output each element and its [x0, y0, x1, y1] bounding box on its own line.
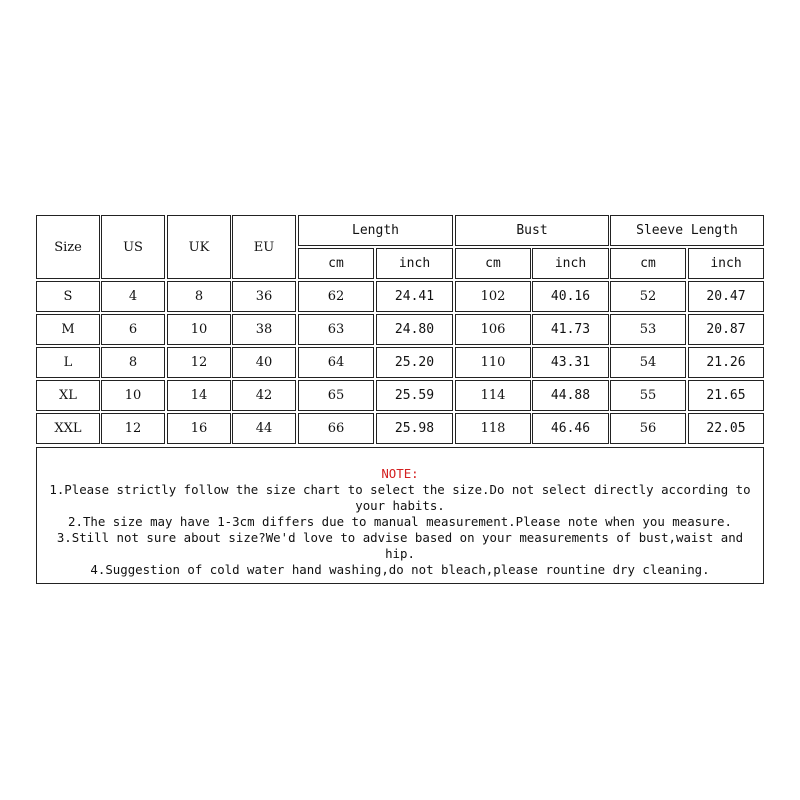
cell-m-length-inch: 24.80: [376, 314, 453, 345]
cell-xxl-size: XXL: [36, 413, 100, 444]
cell-m-bust-cm: 106: [455, 314, 531, 345]
cell-xxl-us: 12: [101, 413, 165, 444]
cell-s-us: 4: [101, 281, 165, 312]
cell-s-eu: 36: [232, 281, 296, 312]
cell-xxl-eu: 44: [232, 413, 296, 444]
cell-s-bust-cm: 102: [455, 281, 531, 312]
cell-l-size: L: [36, 347, 100, 378]
note-item-2: 2.The size may have 1-3cm differs due to manual measurement.Please note when you measure.: [68, 514, 732, 529]
header-length-cm: cm: [298, 248, 374, 279]
header-bust: Bust: [455, 215, 609, 246]
cell-l-uk: 12: [167, 347, 231, 378]
cell-xl-length-cm: 65: [298, 380, 374, 411]
note-item-1: 1.Please strictly follow the size chart to select the size.Do not select directly according to your habits.: [49, 482, 751, 513]
header-bust-inch: inch: [532, 248, 609, 279]
cell-xl-uk: 14: [167, 380, 231, 411]
cell-l-us: 8: [101, 347, 165, 378]
cell-l-bust-cm: 110: [455, 347, 531, 378]
cell-s-sleeve-cm: 52: [610, 281, 686, 312]
cell-l-sleeve-inch: 21.26: [688, 347, 764, 378]
cell-xl-eu: 42: [232, 380, 296, 411]
cell-m-size: M: [36, 314, 100, 345]
cell-s-length-inch: 24.41: [376, 281, 453, 312]
cell-m-bust-inch: 41.73: [532, 314, 609, 345]
header-length: Length: [298, 215, 453, 246]
cell-s-bust-inch: 40.16: [532, 281, 609, 312]
cell-m-eu: 38: [232, 314, 296, 345]
cell-xxl-uk: 16: [167, 413, 231, 444]
cell-m-uk: 10: [167, 314, 231, 345]
header-uk: UK: [167, 215, 231, 279]
header-bust-cm: cm: [455, 248, 531, 279]
size-chart: [34, 213, 766, 585]
cell-s-length-cm: 62: [298, 281, 374, 312]
cell-m-length-cm: 63: [298, 314, 374, 345]
cell-xl-sleeve-inch: 21.65: [688, 380, 764, 411]
note-item-3: 3.Still not sure about size?We'd love to advise based on your measurements of bust,waist and hip.: [56, 530, 744, 561]
cell-xl-bust-inch: 44.88: [532, 380, 609, 411]
cell-s-uk: 8: [167, 281, 231, 312]
cell-l-bust-inch: 43.31: [532, 347, 609, 378]
notes-title: NOTE:: [381, 466, 419, 481]
header-size: Size: [36, 215, 100, 279]
note-item-4: 4.Suggestion of cold water hand washing,do not bleach,please rountine dry cleaning.: [90, 562, 710, 577]
cell-xxl-length-inch: 25.98: [376, 413, 453, 444]
cell-l-length-inch: 25.20: [376, 347, 453, 378]
cell-m-us: 6: [101, 314, 165, 345]
cell-xl-sleeve-cm: 55: [610, 380, 686, 411]
notes-box: [36, 447, 764, 584]
header-sleeve-inch: inch: [688, 248, 764, 279]
cell-xxl-sleeve-cm: 56: [610, 413, 686, 444]
header-us: US: [101, 215, 165, 279]
cell-xxl-bust-cm: 118: [455, 413, 531, 444]
cell-xxl-sleeve-inch: 22.05: [688, 413, 764, 444]
cell-m-sleeve-cm: 53: [610, 314, 686, 345]
cell-l-sleeve-cm: 54: [610, 347, 686, 378]
header-sleeve-length: Sleeve Length: [610, 215, 764, 246]
cell-xl-bust-cm: 114: [455, 380, 531, 411]
header-eu: EU: [232, 215, 296, 279]
cell-s-sleeve-inch: 20.47: [688, 281, 764, 312]
cell-m-sleeve-inch: 20.87: [688, 314, 764, 345]
cell-xxl-length-cm: 66: [298, 413, 374, 444]
cell-l-eu: 40: [232, 347, 296, 378]
header-sleeve-cm: cm: [610, 248, 686, 279]
cell-xl-length-inch: 25.59: [376, 380, 453, 411]
cell-xl-size: XL: [36, 380, 100, 411]
cell-l-length-cm: 64: [298, 347, 374, 378]
cell-xxl-bust-inch: 46.46: [532, 413, 609, 444]
cell-xl-us: 10: [101, 380, 165, 411]
header-length-inch: inch: [376, 248, 453, 279]
cell-s-size: S: [36, 281, 100, 312]
